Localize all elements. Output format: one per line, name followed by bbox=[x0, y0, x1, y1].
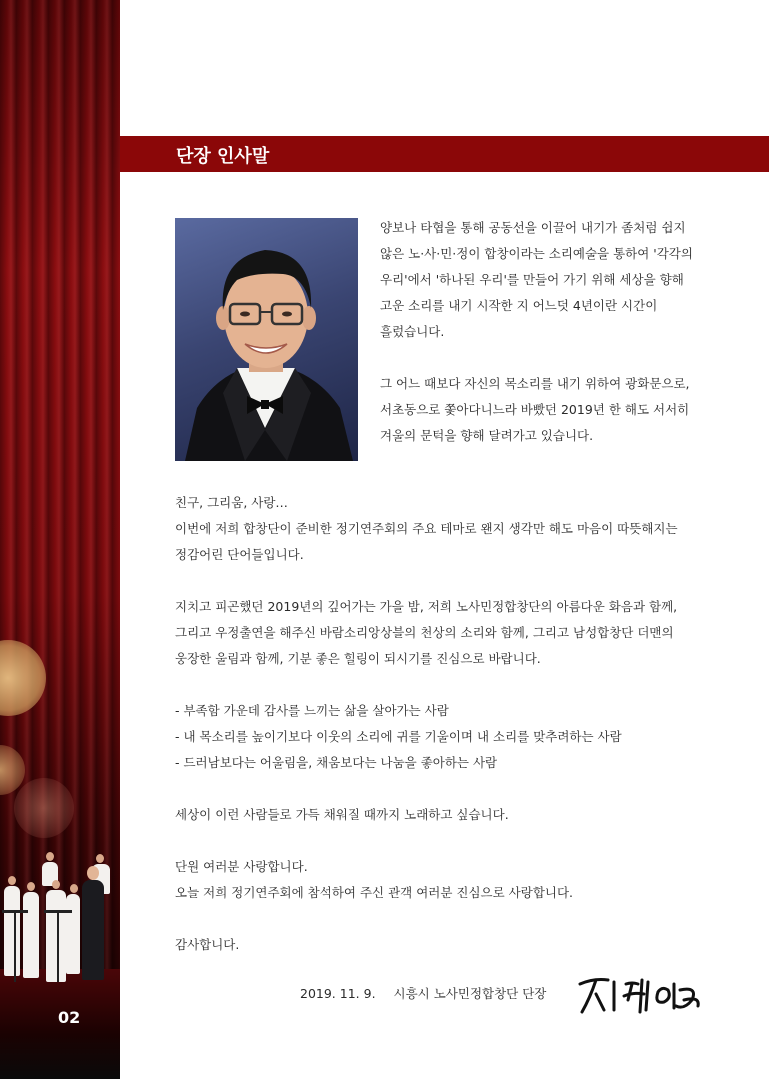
page-number: 02 bbox=[58, 1008, 81, 1027]
singer bbox=[46, 852, 54, 861]
body-text bbox=[175, 490, 678, 984]
singer bbox=[96, 854, 104, 863]
singer bbox=[23, 892, 39, 978]
body-paragraph bbox=[175, 932, 678, 958]
text-line: 웅장한 울림과 함께, 기분 좋은 힐링이 되시기를 진심으로 바랍니다. bbox=[175, 651, 541, 666]
text-line: 겨울의 문턱을 향해 달려가고 있습니다. bbox=[380, 428, 594, 443]
intro-paragraph bbox=[380, 371, 693, 449]
text-line: 감사합니다. bbox=[175, 937, 240, 952]
music-stand bbox=[14, 912, 16, 982]
text-line: 세상이 이런 사람들로 가득 채워질 때까지 노래하고 싶습니다. bbox=[175, 807, 509, 822]
text-line: 이번에 저희 합창단이 준비한 정기연주회의 주요 테마로 왠지 생각만 해도 마음이 따뜻해지는 bbox=[175, 521, 678, 536]
intro-text bbox=[380, 215, 693, 475]
bullet-list bbox=[175, 698, 678, 776]
text-line: 그리고 우정출연을 해주신 바람소리앙상블의 천상의 소리와 함께, 그리고 남성합창단 더맨의 bbox=[175, 625, 674, 640]
title-bar bbox=[120, 136, 769, 172]
sign-date: 2019. 11. 9. bbox=[300, 986, 376, 1001]
text-line: 단원 여러분 사랑합니다. bbox=[175, 859, 308, 874]
text-line: 않은 노·사·민·정이 합창이라는 소리예술을 통하여 '각각의 bbox=[380, 246, 693, 261]
text-line: 우리'에서 '하나된 우리'를 만들어 가기 위해 세상을 향해 bbox=[380, 272, 684, 287]
singer bbox=[46, 890, 66, 982]
page-title: 단장 인사말 bbox=[176, 146, 270, 167]
conductor bbox=[82, 880, 104, 980]
bokeh-light bbox=[0, 640, 46, 716]
list-item: - 드러남보다는 어울림을, 채움보다는 나눔을 좋아하는 사람 bbox=[175, 755, 498, 770]
singer bbox=[4, 886, 20, 976]
singer bbox=[27, 882, 35, 891]
conductor bbox=[87, 866, 99, 880]
singer bbox=[66, 894, 80, 974]
text-line: 지치고 피곤했던 2019년의 깊어가는 가을 밤, 저희 노사민정합창단의 아름다운 화음과 함께, bbox=[175, 599, 678, 614]
text-line: 그 어느 때보다 자신의 목소리를 내기 위하여 광화문으로, bbox=[380, 376, 690, 391]
text-line: 서초동으로 쫓아다니느라 바빴던 2019년 한 해도 서서히 bbox=[380, 402, 690, 417]
bokeh-light bbox=[14, 778, 74, 838]
text-line: 양보나 타협을 통해 공동선을 이끌어 내기가 좀처럼 쉽지 bbox=[380, 220, 686, 235]
portrait-photo bbox=[175, 218, 358, 461]
list-item: - 부족함 가운데 감사를 느끼는 삶을 살아가는 사람 bbox=[175, 703, 449, 718]
curtain-panel bbox=[0, 0, 120, 1079]
text-line: 정감어린 단어들입니다. bbox=[175, 547, 304, 562]
music-stand bbox=[57, 912, 59, 982]
body-paragraph bbox=[175, 854, 678, 906]
intro-paragraph bbox=[380, 215, 693, 345]
signature-line bbox=[300, 984, 560, 1002]
sign-organization: 시흥시 노사민정합창단 단장 bbox=[393, 986, 547, 1001]
list-item: - 내 목소리를 높이기보다 이웃의 소리에 귀를 기울이며 내 소리를 맞추려하는 사람 bbox=[175, 729, 622, 744]
singer bbox=[70, 884, 78, 893]
text-line: 고운 소리를 내기 시작한 지 어느덧 4년이란 시간이 bbox=[380, 298, 658, 313]
text-line: 친구, 그리움, 사랑… bbox=[175, 495, 288, 510]
body-paragraph bbox=[175, 594, 678, 672]
singer bbox=[8, 876, 16, 885]
body-paragraph bbox=[175, 802, 678, 828]
text-line: 오늘 저희 정기연주회에 참석하여 주신 관객 여러분 진심으로 사랑합니다. bbox=[175, 885, 574, 900]
handwritten-signature bbox=[574, 970, 704, 1018]
text-line: 흘렀습니다. bbox=[380, 324, 445, 339]
singer bbox=[52, 880, 60, 889]
body-paragraph bbox=[175, 490, 678, 568]
